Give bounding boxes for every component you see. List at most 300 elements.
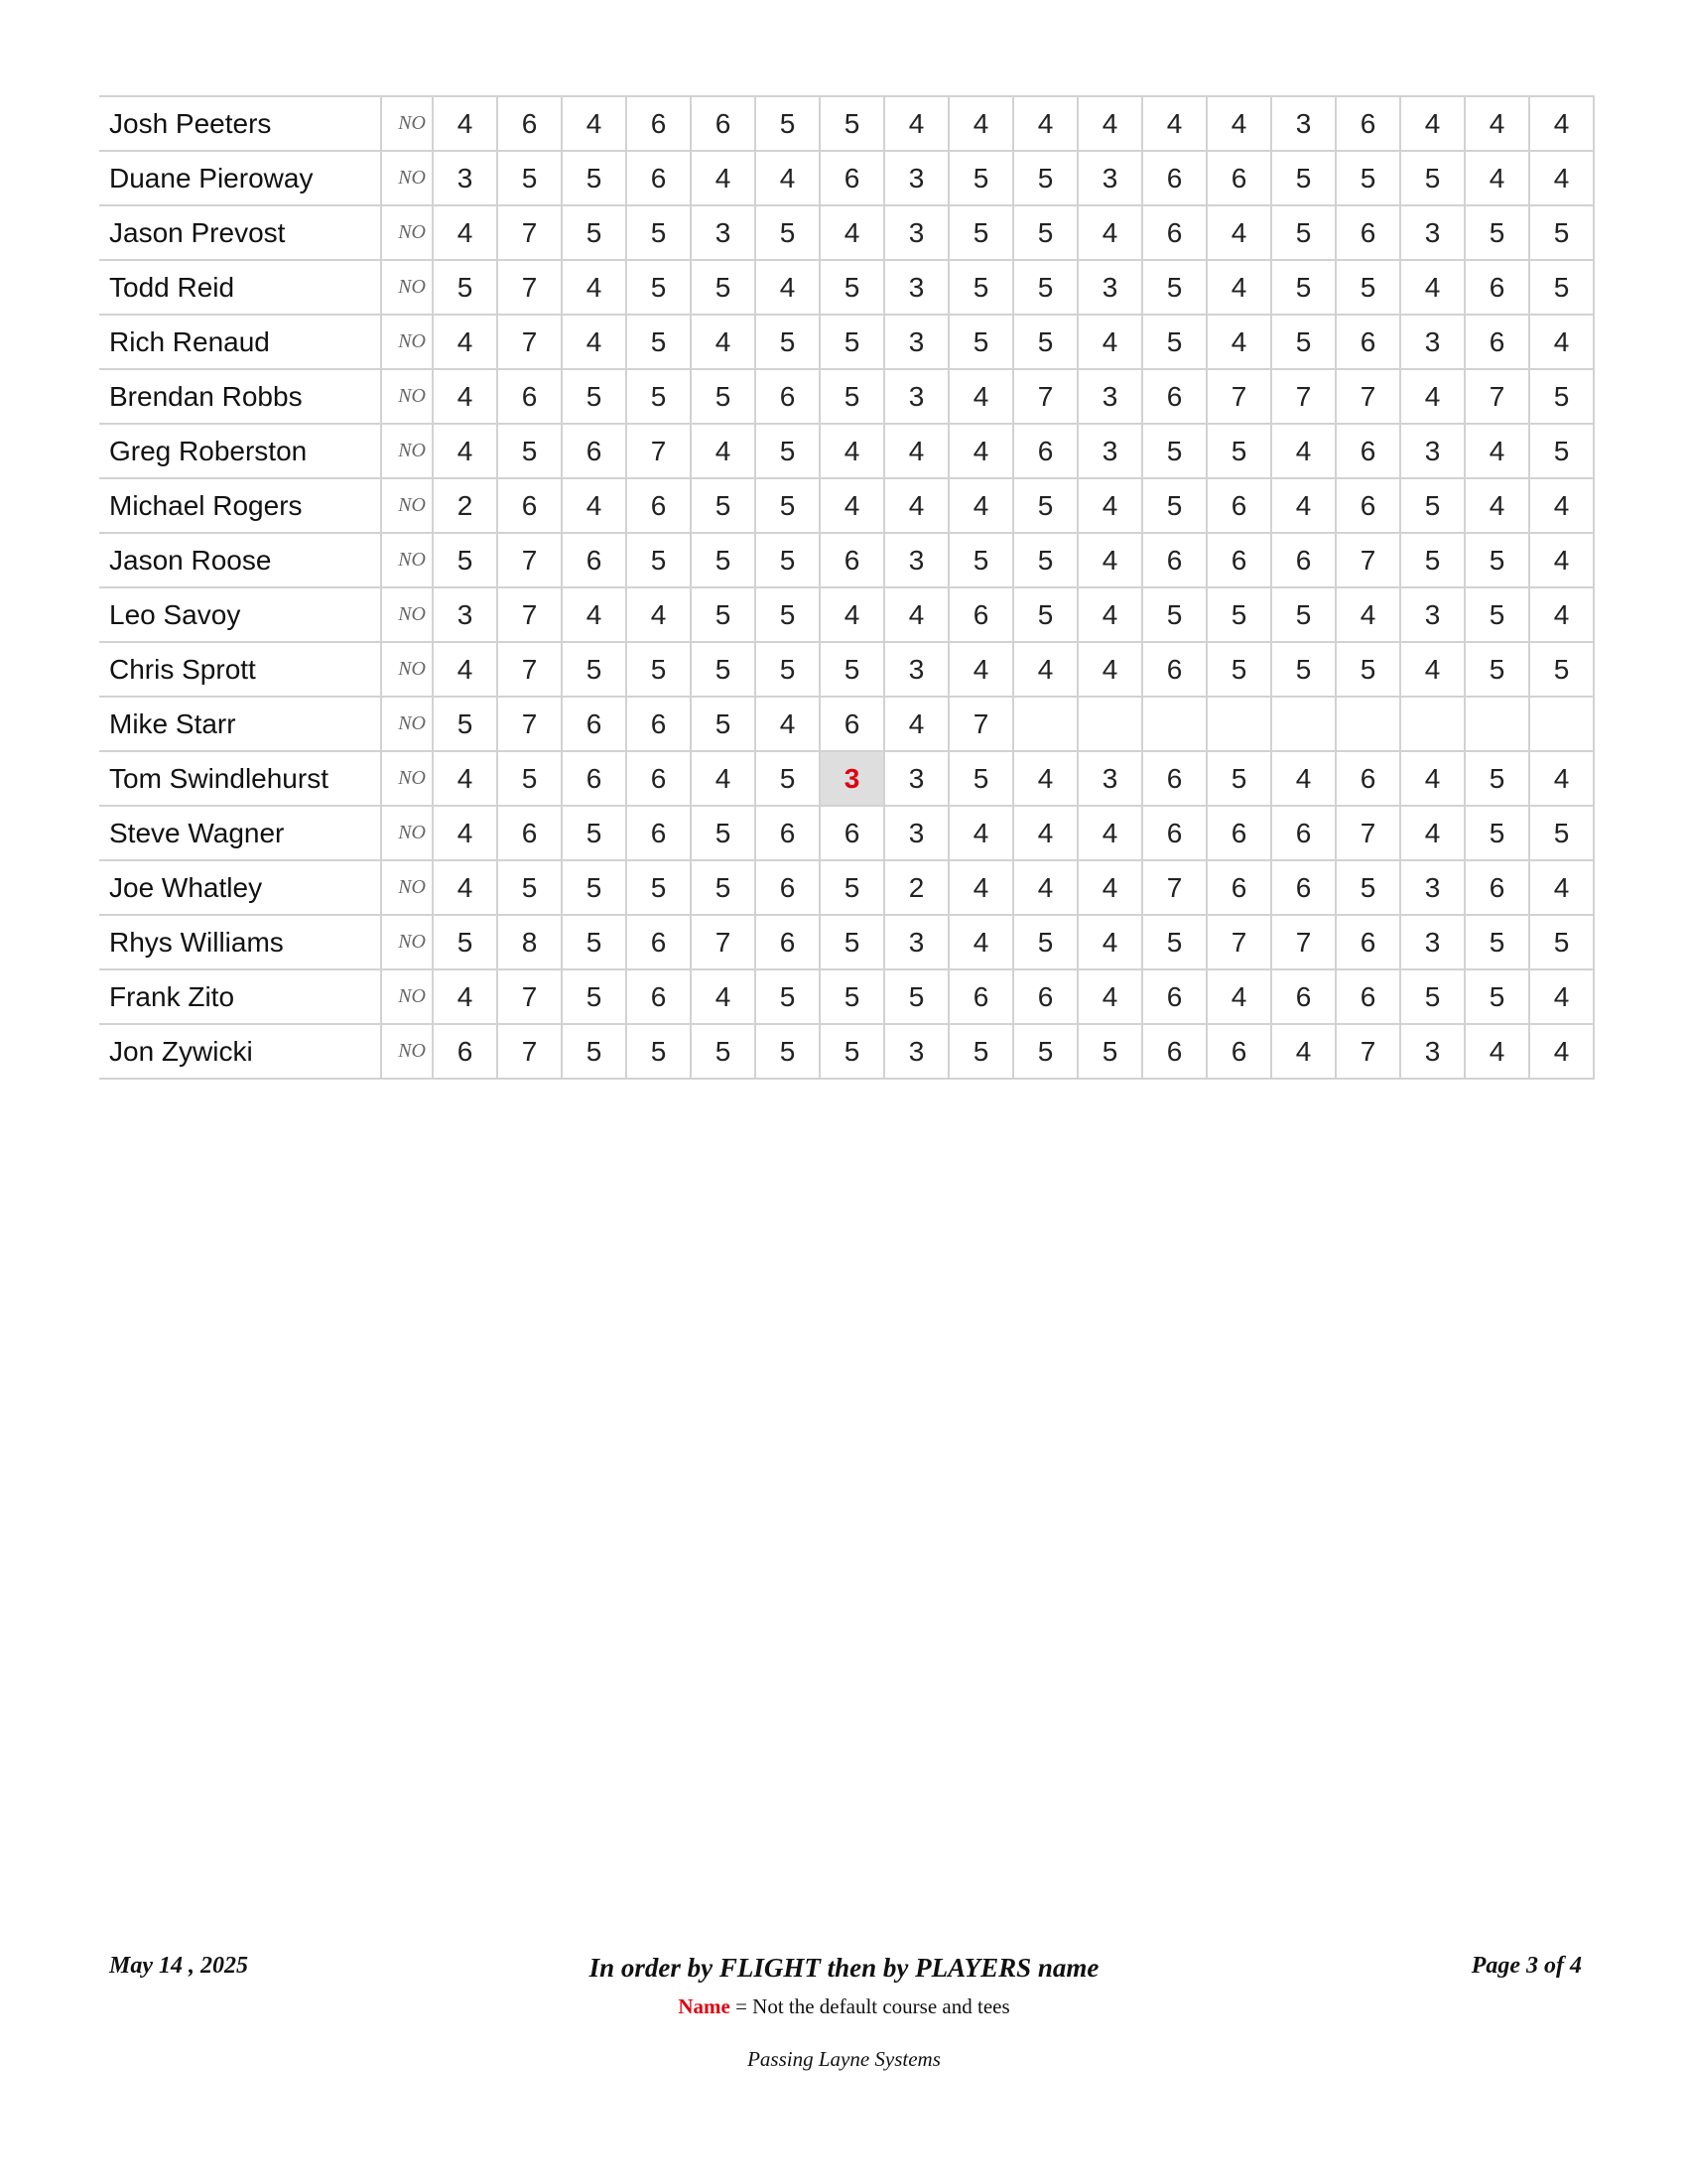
hole-score: 3: [884, 1024, 949, 1079]
hole-score: 4: [1529, 969, 1594, 1024]
hole-score: 3: [884, 369, 949, 424]
player-row: [99, 260, 1594, 315]
hole-score: 5: [691, 806, 755, 860]
player-row: [99, 697, 1594, 751]
hole-score: 4: [1529, 860, 1594, 915]
hole-score: 6: [1207, 151, 1271, 205]
hole-score: 6: [1142, 369, 1207, 424]
hole-score: 7: [1271, 369, 1336, 424]
hole-score: 5: [820, 642, 884, 697]
hole-score: 5: [1013, 915, 1078, 969]
hole-score: 5: [1465, 806, 1529, 860]
hole-score: 5: [433, 260, 497, 315]
hole-score: 7: [1336, 533, 1400, 587]
hole-score: 6: [562, 751, 626, 806]
hole-score: 3: [433, 587, 497, 642]
player-name: Mike Starr: [99, 697, 381, 751]
player-flag: NO: [381, 369, 433, 424]
hole-score: 4: [433, 96, 497, 151]
player-name: Duane Pieroway: [99, 151, 381, 205]
hole-score: 2: [884, 860, 949, 915]
player-row: [99, 915, 1594, 969]
player-flag: NO: [381, 424, 433, 478]
hole-score: 5: [949, 151, 1013, 205]
hole-score: 5: [1529, 260, 1594, 315]
player-row: [99, 642, 1594, 697]
hole-score: 6: [1142, 806, 1207, 860]
hole-score: 6: [1142, 642, 1207, 697]
hole-score: 4: [1400, 642, 1465, 697]
hole-score: 4: [884, 478, 949, 533]
footer-order-note: In order by FLIGHT then by PLAYERS name: [588, 1953, 1100, 1983]
hole-score: 5: [626, 533, 691, 587]
hole-score: 7: [497, 697, 562, 751]
hole-score: 4: [1271, 424, 1336, 478]
hole-score: 6: [1336, 751, 1400, 806]
hole-score: 5: [626, 315, 691, 369]
player-name: Steve Wagner: [99, 806, 381, 860]
hole-score: [1400, 697, 1465, 751]
player-row: [99, 205, 1594, 260]
score-table-body: [99, 96, 1594, 1079]
hole-score: 7: [1142, 860, 1207, 915]
hole-score: 4: [1529, 478, 1594, 533]
hole-score: 4: [1207, 260, 1271, 315]
hole-score: 4: [820, 587, 884, 642]
player-row: [99, 369, 1594, 424]
hole-score: 5: [1529, 806, 1594, 860]
hole-score: 5: [562, 860, 626, 915]
hole-score: 5: [820, 969, 884, 1024]
hole-score: 4: [949, 642, 1013, 697]
hole-score: 5: [497, 860, 562, 915]
hole-score: 4: [884, 697, 949, 751]
hole-score: 5: [626, 1024, 691, 1079]
player-flag: NO: [381, 1024, 433, 1079]
hole-score: 5: [691, 860, 755, 915]
player-flag: NO: [381, 915, 433, 969]
legend-text: = Not the default course and tees: [729, 1994, 1010, 2018]
player-row: [99, 533, 1594, 587]
hole-score: 7: [1336, 369, 1400, 424]
player-name: Tom Swindlehurst: [99, 751, 381, 806]
hole-score: 5: [497, 151, 562, 205]
hole-score: 3: [884, 642, 949, 697]
player-row: [99, 969, 1594, 1024]
hole-score: 6: [626, 806, 691, 860]
hole-score: 5: [1271, 260, 1336, 315]
hole-score: 4: [1336, 587, 1400, 642]
hole-score: 3: [1078, 369, 1142, 424]
hole-score: 4: [1207, 315, 1271, 369]
hole-score: 5: [1207, 642, 1271, 697]
hole-score: 3: [884, 915, 949, 969]
hole-score: 5: [562, 151, 626, 205]
hole-score: 4: [1465, 96, 1529, 151]
hole-score: 7: [1207, 915, 1271, 969]
hole-score: 4: [433, 369, 497, 424]
hole-score: 6: [1336, 478, 1400, 533]
hole-score: 6: [562, 424, 626, 478]
hole-score: 6: [497, 478, 562, 533]
hole-score: 7: [497, 205, 562, 260]
hole-score: 6: [1142, 1024, 1207, 1079]
hole-score: 5: [1013, 478, 1078, 533]
hole-score: 5: [626, 205, 691, 260]
hole-score: 3: [1400, 1024, 1465, 1079]
hole-score: [1078, 697, 1142, 751]
hole-score: 6: [1207, 1024, 1271, 1079]
player-name: Leo Savoy: [99, 587, 381, 642]
hole-score: 6: [1142, 969, 1207, 1024]
hole-score: 4: [562, 260, 626, 315]
hole-score: 5: [1336, 642, 1400, 697]
hole-score: 5: [691, 642, 755, 697]
player-row: [99, 587, 1594, 642]
hole-score: 4: [691, 424, 755, 478]
hole-score: 4: [433, 205, 497, 260]
hole-score: 7: [497, 587, 562, 642]
hole-score: 5: [1400, 151, 1465, 205]
player-flag: NO: [381, 205, 433, 260]
hole-score: 5: [1271, 205, 1336, 260]
hole-score: 5: [497, 751, 562, 806]
hole-score: 5: [626, 860, 691, 915]
hole-score: 5: [691, 260, 755, 315]
hole-score: 4: [949, 478, 1013, 533]
hole-score: 7: [626, 424, 691, 478]
hole-score: 5: [1465, 587, 1529, 642]
hole-score: 3: [1078, 424, 1142, 478]
hole-score: 5: [433, 915, 497, 969]
hole-score: [1529, 697, 1594, 751]
hole-score: 6: [626, 969, 691, 1024]
hole-score: 3: [884, 806, 949, 860]
player-flag: NO: [381, 96, 433, 151]
hole-score: 7: [497, 1024, 562, 1079]
hole-score: 4: [433, 806, 497, 860]
player-flag: NO: [381, 806, 433, 860]
hole-score: 4: [1465, 424, 1529, 478]
hole-score: 6: [1336, 424, 1400, 478]
hole-score: 7: [1271, 915, 1336, 969]
hole-score: 4: [1207, 205, 1271, 260]
hole-score: 4: [755, 151, 820, 205]
hole-score: 4: [820, 205, 884, 260]
hole-score: 4: [1271, 1024, 1336, 1079]
hole-score: 6: [949, 587, 1013, 642]
hole-score: 8: [497, 915, 562, 969]
footer-date: May 14 , 2025: [109, 1953, 248, 1979]
hole-score: 6: [1142, 151, 1207, 205]
hole-score: 6: [1013, 424, 1078, 478]
hole-score: 5: [1400, 533, 1465, 587]
hole-score: 5: [1207, 587, 1271, 642]
hole-score: 6: [626, 697, 691, 751]
player-name: Brendan Robbs: [99, 369, 381, 424]
hole-score: 4: [1078, 96, 1142, 151]
hole-score: 4: [1529, 96, 1594, 151]
hole-score: 7: [497, 260, 562, 315]
hole-score: 7: [497, 315, 562, 369]
hole-score: 4: [884, 587, 949, 642]
hole-score: 4: [562, 587, 626, 642]
legend-name-sample: Name: [678, 1994, 730, 2018]
hole-score: [1013, 697, 1078, 751]
hole-score: 5: [1336, 260, 1400, 315]
hole-score: 6: [755, 806, 820, 860]
hole-score: 4: [1400, 751, 1465, 806]
player-name: Chris Sprott: [99, 642, 381, 697]
hole-score: 5: [562, 369, 626, 424]
hole-score: 6: [626, 96, 691, 151]
hole-score: 4: [1078, 806, 1142, 860]
hole-score: 5: [1013, 587, 1078, 642]
hole-score: 4: [691, 969, 755, 1024]
player-row: [99, 751, 1594, 806]
hole-score: 5: [1013, 151, 1078, 205]
hole-score: 4: [1078, 969, 1142, 1024]
hole-score: 4: [755, 697, 820, 751]
hole-score: 5: [433, 697, 497, 751]
hole-score: 4: [1400, 806, 1465, 860]
hole-score: 4: [949, 369, 1013, 424]
hole-score: 5: [1465, 751, 1529, 806]
hole-score: 3: [1078, 151, 1142, 205]
hole-score: [1465, 697, 1529, 751]
hole-score: 3: [433, 151, 497, 205]
hole-score: 5: [949, 205, 1013, 260]
hole-score: 4: [949, 96, 1013, 151]
hole-score: 5: [562, 915, 626, 969]
hole-score: 5: [949, 751, 1013, 806]
hole-score: 5: [1013, 315, 1078, 369]
player-name: Rich Renaud: [99, 315, 381, 369]
hole-score: 4: [1078, 587, 1142, 642]
hole-score: 6: [497, 369, 562, 424]
hole-score: 4: [1013, 96, 1078, 151]
hole-score: 5: [1142, 315, 1207, 369]
hole-score: 7: [1336, 806, 1400, 860]
player-name: Josh Peeters: [99, 96, 381, 151]
player-row: [99, 424, 1594, 478]
hole-score: 4: [820, 478, 884, 533]
player-flag: NO: [381, 260, 433, 315]
hole-score: 6: [1142, 205, 1207, 260]
hole-score: 6: [562, 697, 626, 751]
hole-score: [1336, 697, 1400, 751]
player-name: Todd Reid: [99, 260, 381, 315]
hole-score: 5: [949, 315, 1013, 369]
hole-score: 5: [1271, 151, 1336, 205]
hole-score: 5: [1465, 533, 1529, 587]
hole-score: 5: [1013, 1024, 1078, 1079]
hole-score: 5: [626, 642, 691, 697]
hole-score: 4: [626, 587, 691, 642]
hole-score: 6: [1465, 860, 1529, 915]
hole-score: 5: [691, 533, 755, 587]
hole-score: 4: [1013, 806, 1078, 860]
hole-score: 5: [691, 697, 755, 751]
hole-score: 5: [562, 642, 626, 697]
hole-score: 5: [562, 205, 626, 260]
hole-score: 5: [626, 260, 691, 315]
hole-score: 6: [820, 806, 884, 860]
hole-score: 4: [1400, 369, 1465, 424]
hole-score: [1271, 697, 1336, 751]
hole-score: 3: [884, 533, 949, 587]
player-name: Rhys Williams: [99, 915, 381, 969]
hole-score: 4: [884, 96, 949, 151]
hole-score: 3: [884, 205, 949, 260]
hole-score: 6: [691, 96, 755, 151]
player-flag: NO: [381, 478, 433, 533]
hole-score: 4: [755, 260, 820, 315]
hole-score: 5: [1142, 260, 1207, 315]
hole-score: 5: [755, 96, 820, 151]
hole-score: [1142, 697, 1207, 751]
hole-score: 5: [820, 369, 884, 424]
hole-score: 4: [1078, 533, 1142, 587]
hole-score: 5: [755, 315, 820, 369]
hole-score: 5: [626, 369, 691, 424]
player-flag: NO: [381, 860, 433, 915]
hole-score: 5: [1207, 424, 1271, 478]
hole-score: 6: [1336, 96, 1400, 151]
hole-score: 7: [1336, 1024, 1400, 1079]
hole-score: 5: [1142, 478, 1207, 533]
hole-score: 3: [1078, 260, 1142, 315]
hole-score: 5: [691, 1024, 755, 1079]
hole-score: 5: [755, 424, 820, 478]
hole-score: 6: [820, 151, 884, 205]
hole-score: 5: [755, 478, 820, 533]
hole-score: 7: [1465, 369, 1529, 424]
hole-score: 5: [1207, 751, 1271, 806]
hole-score: 3: [820, 751, 884, 806]
hole-score: 4: [1078, 205, 1142, 260]
player-row: [99, 478, 1594, 533]
hole-score: 5: [820, 915, 884, 969]
player-flag: NO: [381, 533, 433, 587]
footer-legend: [0, 1994, 1688, 2019]
hole-score: 3: [1078, 751, 1142, 806]
hole-score: 4: [1078, 642, 1142, 697]
hole-score: 5: [1529, 915, 1594, 969]
hole-score: 6: [497, 96, 562, 151]
player-flag: NO: [381, 151, 433, 205]
hole-score: 6: [1271, 533, 1336, 587]
hole-score: 3: [1400, 205, 1465, 260]
hole-score: 6: [626, 151, 691, 205]
hole-score: 6: [1336, 205, 1400, 260]
hole-score: 5: [1529, 205, 1594, 260]
hole-score: 3: [691, 205, 755, 260]
hole-score: 5: [1271, 642, 1336, 697]
hole-score: 4: [433, 315, 497, 369]
player-row: [99, 315, 1594, 369]
player-name: Jason Roose: [99, 533, 381, 587]
hole-score: 6: [1013, 969, 1078, 1024]
hole-score: 4: [1529, 751, 1594, 806]
hole-score: 3: [1400, 915, 1465, 969]
hole-score: 6: [1465, 315, 1529, 369]
player-name: Jason Prevost: [99, 205, 381, 260]
hole-score: 4: [1529, 1024, 1594, 1079]
player-name: Michael Rogers: [99, 478, 381, 533]
hole-score: 4: [949, 860, 1013, 915]
player-row: [99, 151, 1594, 205]
hole-score: 6: [949, 969, 1013, 1024]
hole-score: 5: [1465, 915, 1529, 969]
hole-score: 4: [562, 96, 626, 151]
hole-score: 6: [755, 369, 820, 424]
hole-score: 4: [1271, 478, 1336, 533]
hole-score: 3: [1400, 587, 1465, 642]
hole-score: 6: [1142, 751, 1207, 806]
hole-score: 5: [1400, 478, 1465, 533]
hole-score: 5: [1465, 205, 1529, 260]
hole-score: 4: [691, 751, 755, 806]
hole-score: 3: [884, 260, 949, 315]
hole-score: 6: [1207, 860, 1271, 915]
hole-score: 6: [626, 915, 691, 969]
hole-score: 6: [1271, 806, 1336, 860]
hole-score: 4: [433, 860, 497, 915]
hole-score: 6: [820, 533, 884, 587]
hole-score: 6: [562, 533, 626, 587]
hole-score: 5: [497, 424, 562, 478]
hole-score: 6: [1142, 533, 1207, 587]
hole-score: 4: [562, 315, 626, 369]
hole-score: 4: [1529, 587, 1594, 642]
hole-score: 5: [1465, 969, 1529, 1024]
hole-score: 6: [1271, 969, 1336, 1024]
hole-score: 5: [562, 806, 626, 860]
hole-score: 4: [433, 969, 497, 1024]
hole-score: 7: [497, 533, 562, 587]
hole-score: 5: [433, 533, 497, 587]
hole-score: 6: [1207, 806, 1271, 860]
hole-score: 5: [949, 1024, 1013, 1079]
hole-score: 4: [1078, 478, 1142, 533]
hole-score: 4: [433, 642, 497, 697]
hole-score: 4: [562, 478, 626, 533]
player-row: [99, 96, 1594, 151]
hole-score: 4: [1465, 1024, 1529, 1079]
hole-score: 3: [1271, 96, 1336, 151]
hole-score: 6: [433, 1024, 497, 1079]
hole-score: 5: [820, 96, 884, 151]
hole-score: 5: [755, 205, 820, 260]
footer-credit: Passing Layne Systems: [747, 2047, 941, 2071]
hole-score: 5: [755, 533, 820, 587]
hole-score: 4: [1078, 315, 1142, 369]
hole-score: 5: [1013, 260, 1078, 315]
score-table: [99, 95, 1595, 1080]
hole-score: 4: [1529, 151, 1594, 205]
hole-score: 6: [1207, 478, 1271, 533]
hole-score: 3: [1400, 315, 1465, 369]
hole-score: 3: [884, 151, 949, 205]
player-flag: NO: [381, 642, 433, 697]
player-row: [99, 860, 1594, 915]
hole-score: 5: [1271, 315, 1336, 369]
hole-score: 5: [755, 587, 820, 642]
hole-score: [1207, 697, 1271, 751]
hole-score: 6: [1336, 969, 1400, 1024]
hole-score: 5: [1529, 424, 1594, 478]
